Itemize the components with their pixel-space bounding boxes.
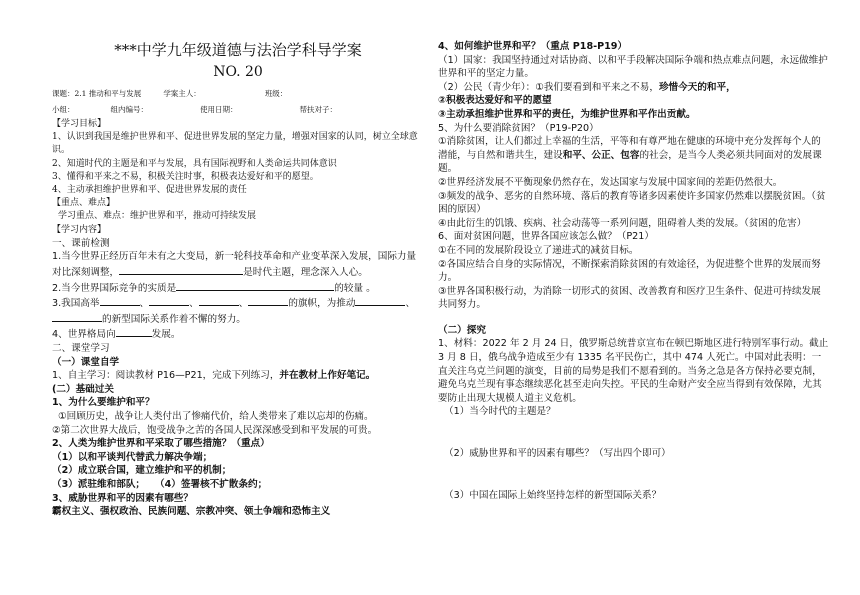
pre-check-heading: 一、课前检测	[52, 237, 110, 249]
meta-row-1	[52, 86, 424, 102]
pre-question-3: 3.我国高举 、 、 、 的旗帜，为推动 、的新型国际关系作着不懈的努力。	[52, 295, 424, 326]
fill-blank[interactable]	[100, 295, 140, 306]
pre-question-4: 4、世界格局向 发展。	[52, 326, 424, 342]
key-heading: 【重点、难点】	[52, 198, 116, 209]
fill-blank[interactable]	[199, 295, 239, 306]
answer-1b: ②第二次世界大战后，饱受战争之苦的各国人民深深感受到和平发展的可贵。	[52, 424, 378, 436]
goal-2: 2、知道时代的主题是和平与发展，具有国际视野和人类命运共同体意识	[52, 158, 337, 169]
class-study-heading: 二、课堂学习	[52, 342, 110, 354]
explore-heading: （二）探究	[438, 324, 486, 336]
meta-partner: 帮扶对子：	[299, 105, 337, 114]
answer-5c: ③频发的战争、恶劣的自然环境、落后的教育等诸多因素使许多国家仍然难以摆脱贫困。（贫困的原因）	[438, 190, 826, 216]
answer-5b: ②世界经济发展不平衡现象仍然存在，发达国家与发展中国家间的差距仍然很大。	[438, 176, 783, 188]
answer-3: 霸权主义、强权政治、民族问题、宗教冲突、领土争端和恐怖主义	[52, 506, 331, 518]
fill-blank[interactable]	[355, 295, 405, 306]
self-study-task: 1、自主学习：阅读教材 P16—P21，完成下列练习，并在教材上作好笔记。	[52, 370, 376, 382]
answer-5d: ④由此衍生的饥饿、疾病、社会动荡等一系列问题，阻碍着人类的发展。（贫困的危害）	[438, 217, 807, 229]
answer-4a: （1）国家：我国坚持通过对话协商、以和平手段解决国际争端和热点难点问题，永远做维护世界和平的坚定力量。	[438, 54, 828, 80]
right-column	[438, 40, 830, 502]
fill-blank[interactable]	[248, 295, 288, 306]
meta-owner: 学案主人：	[163, 89, 201, 98]
answer-2b: （2）成立联合国，建立维护和平的机制；	[52, 465, 232, 477]
question-4: 4、如何维护世界和平？（重点 P18-P19）	[438, 41, 628, 52]
answer-6c: ③世界各国积极行动，为消除一切形式的贫困、改善教育和医疗卫生条件、促进可持续发展共同努力。	[438, 285, 821, 311]
answer-6a: ①在不同的发展阶段设立了递进式的减贫目标。	[438, 244, 639, 256]
explore-question-3: （3）中国在国际上始终坚持怎样的新型国际关系？	[444, 489, 662, 501]
content-heading: 【学习内容】	[52, 224, 107, 235]
meta-class: 班级：	[264, 89, 288, 98]
answer-4d: ③主动承担维护世界和平的责任，为维护世界和平作出贡献。	[438, 108, 696, 120]
answer-6b: ②各国应结合自身的实际情况，不断探索消除贫困的有效途径，为促进整个世界的发展而努力。	[438, 258, 821, 284]
question-6: 6、面对贫困问题，世界各国应该怎么做？（P21）	[438, 231, 654, 243]
goal-1: 1、认识到我国是维护世界和平、促进世界发展的坚定力量，增强对国家的认同，树立全球意识。	[52, 132, 418, 156]
explore-question-1: （1）当今时代的主题是？	[444, 406, 556, 418]
self-study-heading: （一）课堂自学	[52, 356, 120, 368]
sheet-number: NO. 20	[213, 64, 263, 80]
goal-3: 3、懂得和平来之不易，积极关注时事，积极表达爱好和平的愿望。	[52, 171, 319, 182]
goals-heading: 【学习目标】	[52, 119, 107, 129]
goal-4: 4、主动承担维护世界和平、促进世界发展的责任	[52, 185, 247, 196]
question-2: 2、人类为维护世界和平采取了哪些措施？（重点）	[52, 438, 270, 450]
fill-blank[interactable]	[176, 280, 334, 291]
fill-blank[interactable]	[52, 311, 102, 322]
pre-question-1: 1.当今世界正经历百年未有之大变局，新一轮科技革命和产业变革深入发展，国际力量对比深刻调整， 是时代主题，理念深入人心。	[52, 251, 417, 279]
answer-2a: （1）以和平谈判代替武力解决争端；	[52, 451, 213, 463]
meta-member-no: 组内编号：	[110, 105, 148, 114]
page-title: ***中学九年级道德与法治学科导学案	[114, 41, 362, 59]
answer-4c: ②积极表达爱好和平的愿望	[438, 95, 552, 107]
answer-5a: ①消除贫困，让人们都过上幸福的生活，平等和有尊严地在健康的环境中充分发挥每个人的潜能，与自然和谐共生，建设和平、公正、包容的社会，是当今人类必须共同面对的发展课题。	[438, 136, 822, 175]
meta-date: 使用日期：	[200, 105, 238, 114]
key-points: 学习重点、难点：维护世界和平，推动可持续发展	[58, 211, 257, 222]
fill-blank[interactable]	[149, 295, 189, 306]
answer-1a: ①回顾历史，战争让人类付出了惨痛代价，给人类带来了难以忘却的伤痛。	[58, 410, 374, 422]
answer-space[interactable]	[438, 419, 830, 447]
fill-blank[interactable]	[119, 264, 243, 275]
answer-space[interactable]	[438, 461, 830, 489]
fill-blank[interactable]	[116, 326, 152, 337]
answer-2c: （3）派驻维和部队； （4）签署核不扩散条约；	[52, 478, 268, 490]
meta-row-2	[52, 102, 424, 118]
meta-topic: 课题：2.1 推动和平与发展	[52, 89, 142, 98]
explore-material: 1、材料：2022 年 2 月 24 日，俄罗斯总统普京宣布在顿巴斯地区进行特别军事行动。截止 3 月 8 日，俄乌战争造成至少有 1335 名平民伤亡，其中 474 人死亡。中国对此表明：一直关注乌克兰问题的演变，目前的局势是我们不愿看到的。当务之急是各方保持必要克制，避免乌克兰现有事态继续恶化甚至走向失控。平民的生命财产安全应当得到有效保障，尤其要防止出现大规模人道主义危机。	[438, 338, 829, 404]
basic-heading: (二）基础过关	[52, 383, 114, 395]
left-column	[52, 40, 424, 519]
explore-question-2: （2）威胁世界和平的因素有哪些？（写出四个即可）	[444, 448, 671, 460]
question-1: 1、为什么要维护和平？	[52, 397, 155, 409]
pre-question-2: 2.当今世界国际竞争的实质是 的较量 。	[52, 280, 424, 296]
question-5: 5、为什么要消除贫困？（P19-P20）	[438, 122, 599, 134]
question-3: 3、威胁世界和平的因素有哪些？	[52, 492, 193, 504]
meta-group: 小组：	[52, 105, 75, 114]
answer-4b: （2）公民（青少年）：①我们要看到和平来之不易，珍惜今天的和平，	[438, 81, 736, 93]
